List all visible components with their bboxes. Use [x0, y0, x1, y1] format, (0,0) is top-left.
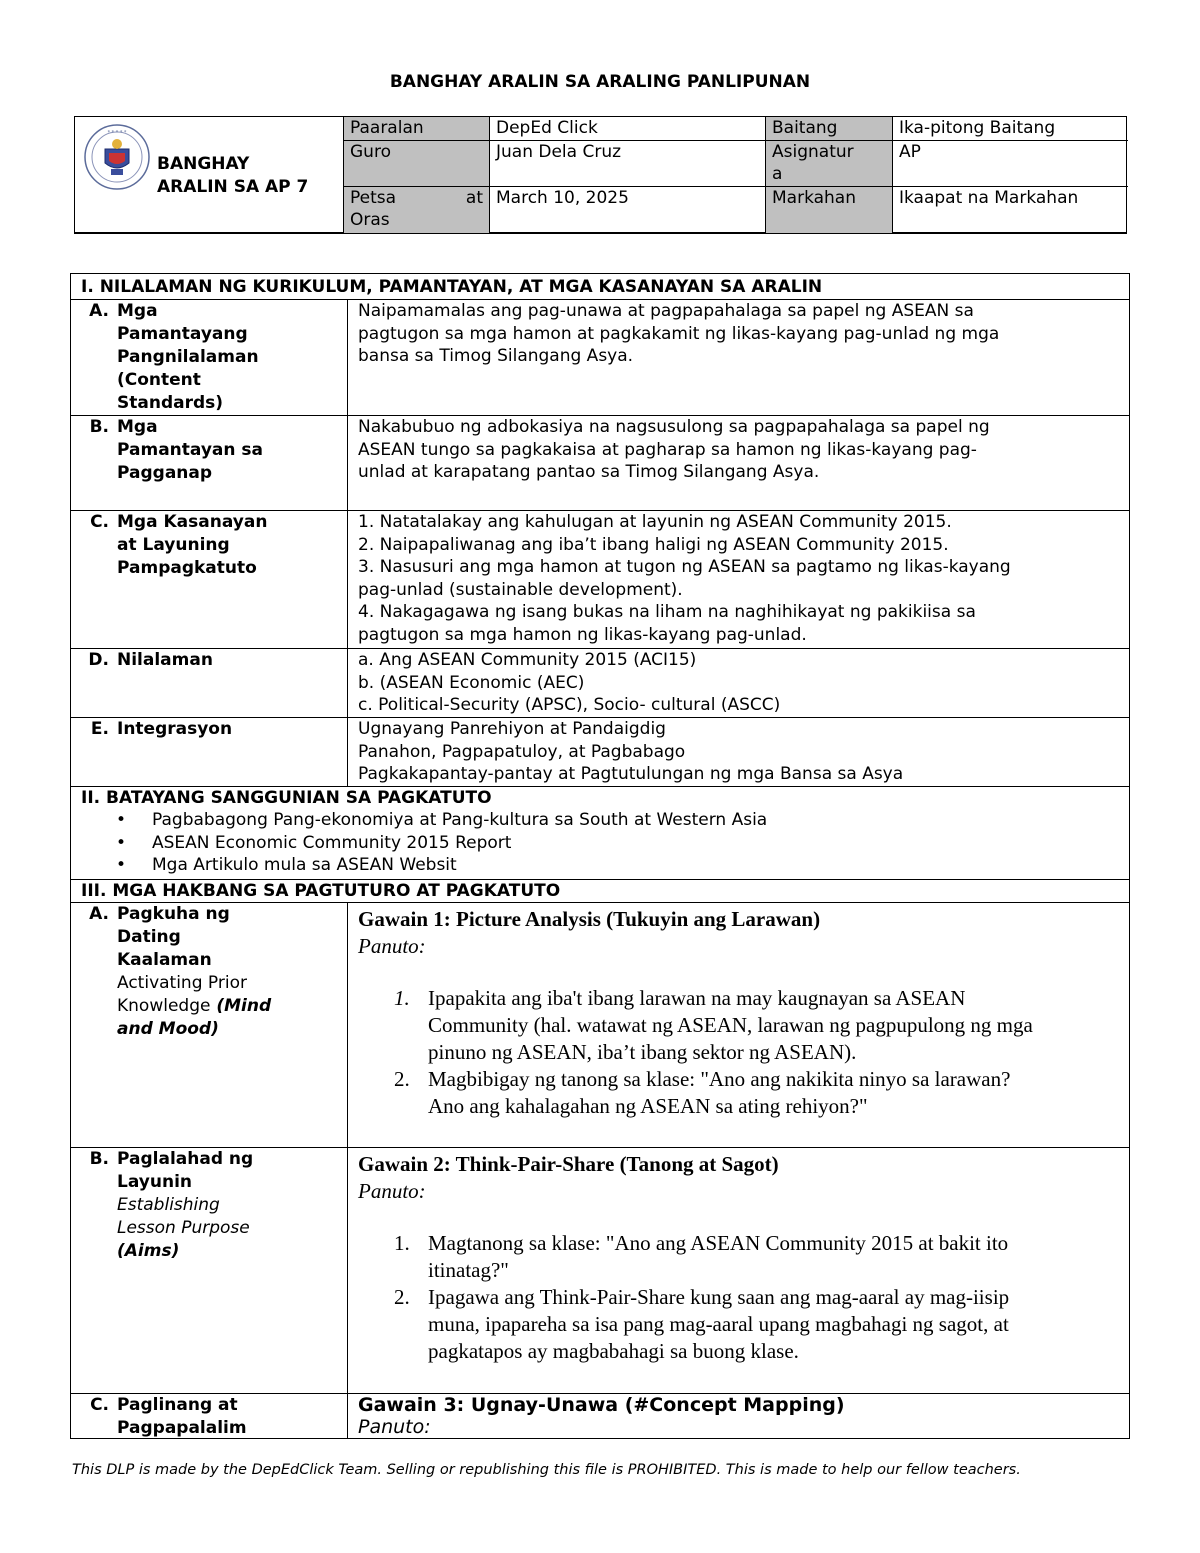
prior-knowledge-row [71, 902, 1129, 1148]
lesson-plan-table [70, 273, 1130, 1439]
deepening-label: C. Paglinang at Pagpapalalim [90, 1395, 247, 1438]
svg-text:* * * * *: * * * * * [107, 130, 127, 136]
integration-text: Ugnayang Panrehiyon at Pandaigdig Panahon, Pagpapatuloy, at Pagbabago Pagkakapantay-pantay at Pagtutulungan ng mga Bansa sa Asya [358, 719, 904, 785]
paaralan-label: Paaralan [343, 117, 489, 141]
footer-note: This DLP is made by the DepEdClick Team. Selling or republishing this file is PROHIBITED. This is made to help our fellow teachers. [72, 1462, 1021, 1478]
content-standards-text: Naipamamalas ang pag-unawa at pagpapahalaga sa papel ng ASEAN sa pagtugon sa mga hamon at pagkakamit ng likas-kayang pag-unlad ng mga bansa sa Timog Silangang Asya. [358, 301, 1000, 367]
activity-1-step: 2. Magbibigay ng tanong sa klase: "Ano ang nakikita ninyo sa larawan? Ano ang kahalagahan ng ASEAN sa ating rehiyon?" [394, 1067, 1011, 1118]
petsa-label: Petsa at Oras [343, 187, 489, 233]
integration-row [71, 717, 1129, 787]
document-title: BANGHAY ARALIN SA ARALING PANLIPUNAN [389, 72, 811, 92]
header-table [74, 116, 1127, 234]
deped-seal-icon [83, 123, 151, 191]
petsa-value: March 10, 2025 [489, 187, 765, 233]
guro-value: Juan Dela Cruz [489, 141, 765, 187]
competencies-text: 1. Natatalakay ang kahulugan at layunin ng ASEAN Community 2015. 2. Naipapaliwanag ang iba’t ibang haligi ng ASEAN Community 2015. 3. Nasusuri ang mga hamon at tugon ng ASEAN sa pagtamo ng likas-kayang pag-unlad (sustainable development). 4. Nakagagawa ng isang bukas na liham na naghihikayat ng pakikiisa sa pagtugon sa mga hamon ng likas-kayang pag-unlad. [358, 512, 1011, 645]
integration-label: E. Integrasyon [90, 719, 233, 739]
content-text: a. Ang ASEAN Community 2015 (ACI15) b. (ASEAN Economic (AEC) c. Political-Security (APSC), Socio- cultural (ASCC) [358, 650, 781, 716]
activity-3-title: Gawain 3: Ugnay-Unawa (#Concept Mapping) [358, 1394, 845, 1416]
prior-knowledge-label: A. Pagkuha ng Dating Kaalaman Activating Prior Knowledge (Mind and Mood) [89, 904, 272, 1039]
activity-3 [348, 1394, 1129, 1439]
asignatura-label: Asignatur a [765, 141, 892, 187]
section1-heading-row [71, 274, 1129, 300]
reference-item: • Mga Artikulo mula sa ASEAN Websit [71, 854, 1129, 877]
activity-2-title: Gawain 2: Think-Pair-Share (Tanong at Sagot) [358, 1152, 779, 1176]
section3-heading: III. MGA HAKBANG SA PAGTUTURO AT PAGKATUTO [81, 881, 561, 901]
content-label: D. Nilalaman [88, 650, 213, 670]
baitang-value: Ika-pitong Baitang [892, 117, 1128, 141]
header-grid [343, 117, 1126, 232]
markahan-label: Markahan [765, 187, 892, 233]
content-standards-row [71, 299, 1129, 415]
lesson-purpose-label: B. Paglalahad ng Layunin Establishing Lesson Purpose (Aims) [89, 1149, 254, 1261]
competencies-row [71, 510, 1129, 649]
section3-heading-row [71, 879, 1129, 903]
paaralan-value: DepEd Click [489, 117, 765, 141]
performance-standards-text: Nakabubuo ng adbokasiya na nagsusulong sa pagpapahalaga sa papel ng ASEAN tungo sa pagkakaisa at pagharap sa hamon ng likas-kayang pag- unlad at karapatang pantao sa Timog Silangang Asya. [358, 417, 990, 483]
activity-1-title: Gawain 1: Picture Analysis (Tukuyin ang Larawan) [358, 907, 821, 931]
asignatura-value: AP [892, 141, 1128, 187]
header-left-title: BANGHAY ARALIN SA AP 7 [157, 154, 309, 197]
performance-standards-label: B. Mga Pamantayan sa Pagganap [89, 417, 264, 483]
competencies-label: C. Mga Kasanayan at Layuning Pampagkatuto [90, 512, 268, 578]
guro-label: Guro [343, 141, 489, 187]
section1-heading: I. NILALAMAN NG KURIKULUM, PAMANTAYAN, AT MGA KASANAYAN SA ARALIN [81, 277, 823, 297]
activity-2 [348, 1148, 1129, 1394]
reference-item: • Pagbabagong Pang-ekonomiya at Pang-kultura sa South at Western Asia [71, 809, 1129, 832]
activity-1-step: 1. Ipapakita ang iba't ibang larawan na may kaugnayan sa ASEAN Community (hal. watawat ng ASEAN, larawan ng pagpupulong ng mga pinuno ng ASEAN, iba’t ibang sektor ng ASEAN). [394, 986, 1033, 1064]
activity-2-step: 1. Magtanong sa klase: "Ano ang ASEAN Community 2015 at bakit ito itinatag?" [394, 1231, 1009, 1282]
deepening-row [71, 1393, 1129, 1439]
lesson-purpose-row [71, 1147, 1129, 1394]
activity-1 [348, 903, 1129, 1148]
content-standards-label: A. Mga Pamantayang Pangnilalaman (Content Standards) [89, 301, 259, 413]
reference-item: • ASEAN Economic Community 2015 Report [71, 832, 1129, 855]
activity-3-panuto: Panuto: [358, 1416, 431, 1438]
performance-standards-row [71, 415, 1129, 511]
activity-1-panuto: Panuto: [358, 934, 426, 958]
baitang-label: Baitang [765, 117, 892, 141]
activity-2-step: 2. Ipagawa ang Think-Pair-Share kung saan ang mag-aaral ay mag-iisip muna, ipapareha sa isa pang mag-aaral upang magbahagi ng sagot, at pagkatapos ay magbabahagi sa buong klase. [394, 1285, 1010, 1363]
content-row [71, 648, 1129, 718]
references-row [71, 786, 1129, 880]
activity-2-panuto: Panuto: [358, 1179, 426, 1203]
section2-heading: II. BATAYANG SANGGUNIAN SA PAGKATUTO [81, 788, 492, 808]
markahan-value: Ikaapat na Markahan [892, 187, 1128, 233]
